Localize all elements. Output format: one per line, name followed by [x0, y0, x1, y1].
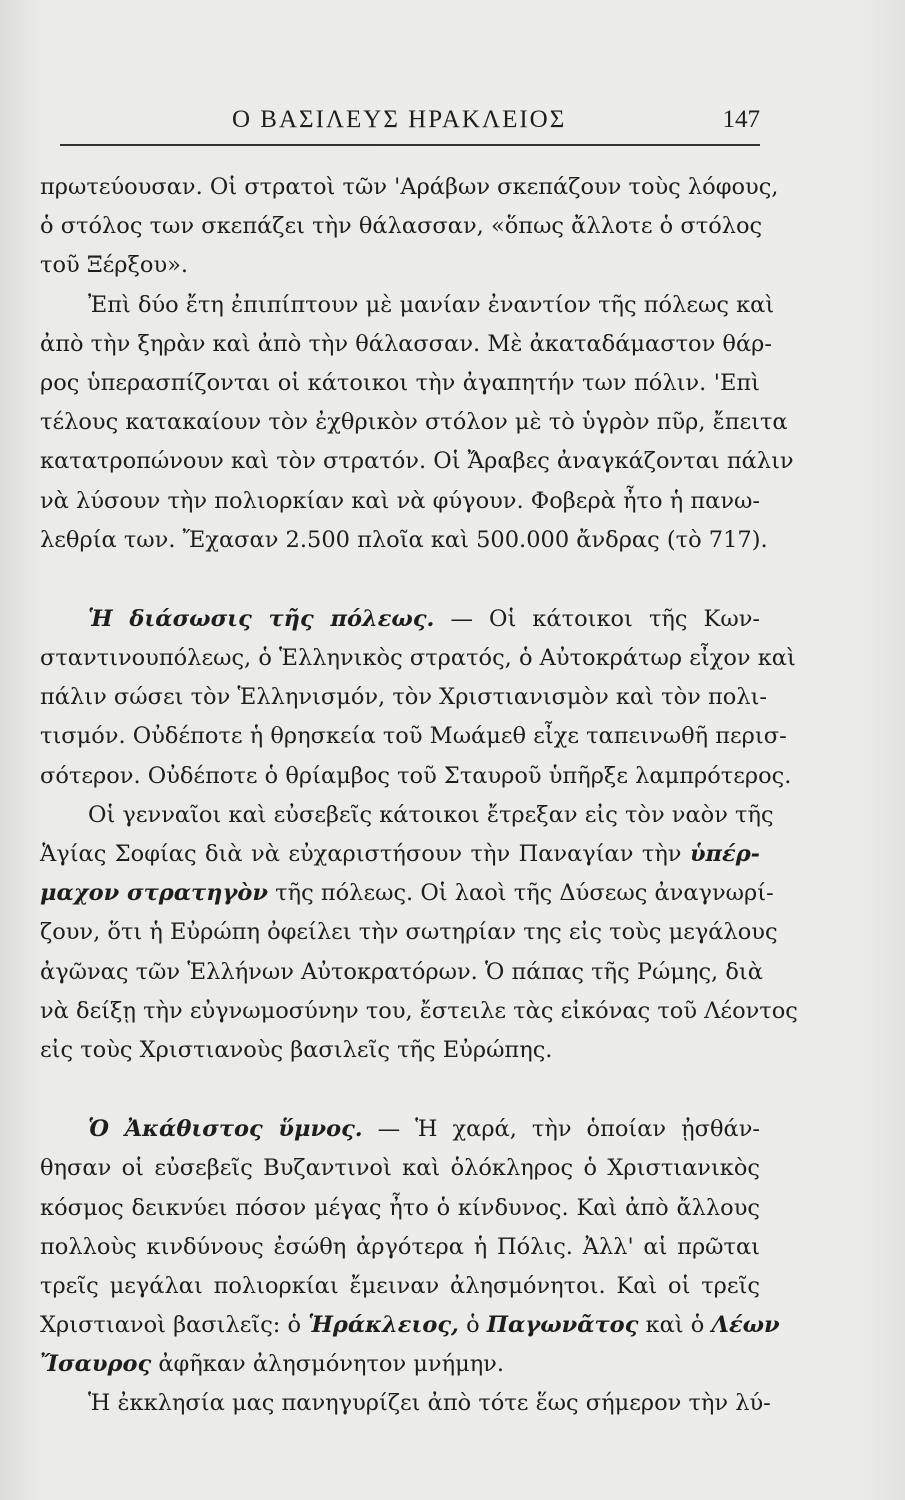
inline-text: — Οἱ κάτοικοι τῆς Κων- [450, 605, 760, 632]
text-line: τισμόν. Οὐδέποτε ἡ θρησκεία τοῦ Μωάμεθ εἶχε ταπεινωθῆ περισ- [40, 723, 787, 750]
text-line: ἀπὸ τὴν ξηρὰν καὶ ἀπὸ τὴν θάλασσαν. Μὲ ἀκαταδάμαστον θάρ- [40, 330, 772, 357]
inline-text: τῆς πόλεως. Οἱ λαοὶ τῆς Δύσεως ἀναγνωρί- [275, 880, 774, 907]
text-line: πάλιν σώσει τὸν Ἑλληνισμόν, τὸν Χριστιανισμὸν καὶ τὸν πολι- [40, 684, 767, 711]
inline-text: ἀφῆκαν ἀλησμόνητον μνήμην. [158, 1351, 505, 1378]
text-line [40, 874, 774, 913]
inline-text: — Ἡ χαρά, τὴν ὁποίαν ᾐσθάν- [377, 1116, 760, 1143]
text-line: λεθρία των. Ἔχασαν 2.500 πλοῖα καὶ 500.000 ἄνδρας (τὸ 717). [40, 526, 768, 553]
text-line: Οἱ γενναῖοι καὶ εὐσεβεῖς κάτοικοι ἔτρεξαν εἰς τὸν ναὸν τῆς [88, 801, 774, 828]
section-heading: Ἡ διάσωσις τῆς πόλεως. [88, 605, 435, 632]
emphasis-text: ὑπέρ- [689, 841, 760, 867]
emphasis-text: μαχον στρατηγὸν [40, 880, 269, 907]
paragraph [40, 796, 798, 1070]
text-line: σότερον. Οὐδέποτε ὁ θρίαμβος τοῦ Σταυροῦ ὑπῆρξε λαμπρότερος. [40, 762, 792, 789]
text-line: ὁ στόλος των σκεπάζει τὴν θάλασσαν, «ὅπως ἄλλοτε ὁ στόλος [40, 213, 763, 240]
body-text [40, 168, 798, 1424]
header-rule [60, 144, 760, 146]
inline-text: ὁ [466, 1312, 480, 1339]
text-line: κατατροπώνουν καὶ τὸν στρατόν. Οἱ Ἄραβες ἀναγκάζονται πάλιν [40, 448, 794, 475]
running-title: Ο ΒΑΣΙΛΕΥΣ ΗΡΑΚΛΕΙΟΣ [232, 106, 567, 133]
text-line [40, 835, 760, 874]
text-line: τέλους κατακαίουν τὸν ἐχθρικὸν στόλον μὲ τὸ ὑγρὸν πῦρ, ἔπειτα [40, 409, 788, 436]
text-line: Ἐπὶ δύο ἔτη ἐπιπίπτουν μὲ μανίαν ἐναντίον τῆς πόλεως καὶ [88, 291, 775, 318]
inline-text: καὶ ὁ [645, 1312, 705, 1339]
text-line: ἀγῶνας τῶν Ἑλλήνων Αὐτοκρατόρων. Ὁ πάπας τῆς Ρώμης, διὰ [40, 958, 763, 985]
text-line [40, 1306, 780, 1345]
text-line: θησαν οἱ εὐσεβεῖς Βυζαντινοὶ καὶ ὁλόκληρος ὁ Χριστιανικὸς [40, 1155, 760, 1182]
emphasis-text: Παγωνᾶτος [486, 1312, 639, 1339]
section-heading: Ὁ Ἀκάθιστος ὕμνος. [88, 1116, 363, 1143]
emphasis-text: Λέων [711, 1312, 780, 1339]
text-line: ζουν, ὅτι ἡ Εὐρώπη ὀφείλει τὴν σωτηρίαν της εἰς τοὺς μεγάλους [40, 919, 778, 946]
text-line: κόσμος δεικνύει πόσον μέγας ἦτο ὁ κίνδυνος. Καὶ ἀπὸ ἄλλους [40, 1194, 760, 1221]
text-line: ρος ὑπερασπίζονται οἱ κάτοικοι τὴν ἀγαπητήν των πόλιν. 'Επὶ [40, 369, 760, 396]
page-header [60, 100, 760, 146]
paragraph [40, 1384, 771, 1423]
inline-text: Ἁγίας Σοφίας διὰ νὰ εὐχαριστήσουν τὴν Παναγίαν τὴν [40, 841, 682, 867]
inline-text: Χριστιανοὶ βασιλεῖς: ὁ [40, 1312, 302, 1339]
text-line [40, 600, 760, 639]
section-gap [40, 560, 760, 600]
paragraph [40, 286, 794, 560]
text-line: νὰ δείξῃ τὴν εὐγνωμοσύνην του, ἔστειλε τὰς εἰκόνας τοῦ Λέοντος [40, 997, 798, 1024]
text-line: τρεῖς μεγάλαι πολιορκίαι ἔμειναν ἀλησμόνητοι. Καὶ οἱ τρεῖς [40, 1272, 760, 1299]
section [40, 1110, 780, 1384]
text-line: πρωτεύουσαν. Οἱ στρατοὶ τῶν 'Αράβων σκεπάζουν τοὺς λόφους, [40, 174, 779, 200]
text-line: Ἡ ἐκκλησία μας πανηγυρίζει ἀπὸ τότε ἕως σήμερον τὴν λύ- [88, 1390, 771, 1417]
text-line [40, 1345, 760, 1384]
text-line: σταντινουπόλεως, ὁ Ἑλληνικὸς στρατός, ὁ Αὐτοκράτωρ εἶχον καὶ [40, 645, 796, 672]
text-line [40, 1110, 760, 1149]
text-line: νὰ λύσουν τὴν πολιορκίαν καὶ νὰ φύγουν. Φοβερὰ ἦτο ἡ πανω- [40, 487, 760, 514]
emphasis-text: Ἴσαυρος [40, 1351, 152, 1378]
page-number: 147 [722, 106, 760, 133]
paragraph [40, 168, 779, 286]
text-line: εἰς τοὺς Χριστιανοὺς βασιλεῖς τῆς Εὐρώπης. [40, 1036, 553, 1063]
text-line: πολλοὺς κινδύνους ἐσώθη ἀργότερα ἡ Πόλις. Ἀλλ' αἱ πρῶται [40, 1233, 760, 1260]
section-gap [40, 1070, 760, 1110]
text-line: τοῦ Ξέρξου». [40, 252, 189, 279]
section [40, 600, 796, 796]
emphasis-text: Ἡράκλειος, [308, 1312, 459, 1339]
